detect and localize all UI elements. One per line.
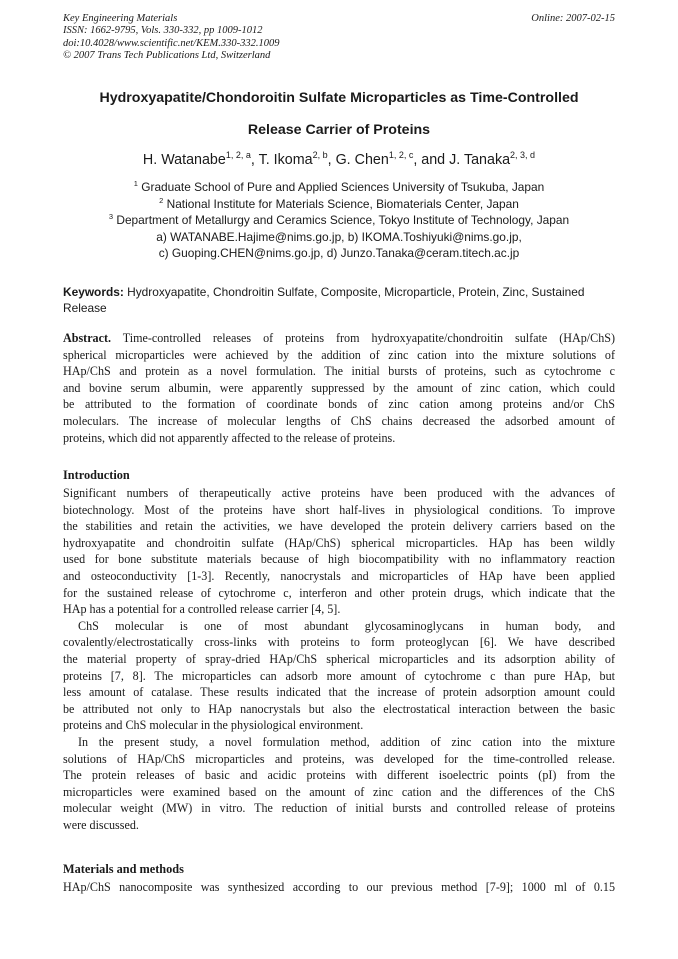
body-line: Significant numbers of therapeutically active proteins have been produced with the advances of	[63, 486, 615, 500]
affiliation-text: Department of Metallurgy and Ceramics Science, Tokyo Institute of Technology, Japan	[116, 213, 570, 227]
abstract-line: HAp/ChS and protein as a novel formulation. The initial bursts of proteins, such as cytochrome c	[63, 364, 615, 379]
journal-header	[63, 13, 615, 62]
abstract-label: Abstract.	[63, 331, 112, 345]
body-line: the stabilities and retain the activities, we have developed the protein delivery carriers based on the	[63, 519, 615, 534]
body-line: proteins [7, 8]. The microparticles can adsorb more amount of cytochrome c than pure HAp, but	[63, 668, 615, 683]
body-line: The protein releases of basic and acidic proteins with different isoelectric points (pI) from the	[63, 768, 615, 783]
abstract	[63, 330, 615, 446]
affiliation-2	[40, 197, 638, 211]
body-line: proteins and ChS molecular in the physiological environment.	[63, 718, 364, 733]
issn-line: ISSN: 1662-9795, Vols. 330-332, pp 1009-1012	[63, 25, 263, 37]
author-emails-line-2: c) Guoping.CHEN@nims.go.jp, d) Junzo.Tanaka@ceram.titech.ac.jp	[158, 246, 520, 260]
copyright-line: © 2007 Trans Tech Publications Ltd, Switzerland	[63, 49, 271, 61]
keywords-label: Keywords:	[63, 285, 124, 299]
body-line: biotechnology. Most of the proteins have short half-lives in physiological conditions. To improve	[63, 502, 615, 517]
keywords	[63, 284, 615, 316]
body-line: covalently/electrostatically cross-links with proteins to form proteoglycan [6]. We have described	[63, 635, 615, 650]
body-line: be attributed not only to HAp nanocrystals but also the electrostatical interaction between the basic	[63, 701, 615, 716]
introduction-heading: Introduction	[63, 468, 130, 482]
body-line: and osteoconductivity [1-3]. Recently, nanocrystals and microparticles of HAp have been applied	[63, 568, 615, 583]
body-line: molecular weight (MW) in vitro. The reduction of initial bursts and controlled release of proteins	[63, 801, 615, 816]
keywords-text-continued: Release	[63, 301, 107, 316]
body-line: solutions of HAp/ChS microparticles and proteins, was developed for the time-controlled release.	[63, 751, 615, 766]
author-affiliation-marker: 1, 2, a	[225, 150, 251, 160]
affiliation-1	[40, 180, 638, 194]
body-line: hydroxyapatite and chondroitin sulfate (HAp/ChS) spherical microparticles. HAp has been wildly	[63, 535, 615, 550]
affiliation-number: 3	[108, 212, 114, 221]
body-line: HAp/ChS nanocomposite was synthesized according to our previous method [7-9]; 1000 ml of 0.15	[63, 880, 615, 894]
abstract-line: spherical microparticles were achieved by the addition of zinc cation into the mixture solutions of	[63, 347, 615, 362]
body-line: In the present study, a novel formulation method, addition of zinc cation into the mixture	[78, 734, 615, 749]
body-line: HAp has a potential for a controlled release carrier [4, 5].	[63, 602, 341, 617]
paper-title-line-1: Hydroxyapatite/Chondoroitin Sulfate Microparticles as Time-Controlled	[99, 90, 579, 106]
online-date: Online: 2007-02-15	[531, 13, 615, 24]
author-affiliation-marker: 2, b	[312, 150, 328, 160]
abstract-line: proteins, which did not apparently affected to the release of proteins.	[63, 430, 396, 445]
affiliation-number: 1	[133, 179, 138, 188]
author-emails-line-1: a) WATANABE.Hajime@nims.go.jp, b) IKOMA.Toshiyuki@nims.go.jp,	[156, 230, 522, 244]
keywords-text: Hydroxyapatite, Chondroitin Sulfate, Composite, Microparticle, Protein, Zinc, Sustained	[123, 285, 585, 299]
body-line: for the sustained release of cytochrome c, interferon and other protein drugs, which indicate that the	[63, 585, 615, 600]
abstract-text: Time-controlled releases of proteins from hydroxyapatite/chondroitin sulfate (HAp/ChS)	[111, 331, 615, 345]
body-line: the material property of spray-dried HAp/ChS spherical microparticles and its adsorption ability of	[63, 651, 615, 666]
author-affiliation-marker: 1, 2, c	[388, 150, 414, 160]
abstract-line	[63, 330, 615, 347]
abstract-line: moleculars. The increase of molecular lengths of ChS chains decreased the adsorbed amount of	[63, 413, 615, 428]
body-line: microparticles were examined based on the amount of zinc cation and the differences of the ChS	[63, 784, 615, 799]
author-name: G. Chen	[335, 152, 389, 168]
body-line: ChS molecular is one of most abundant glycosaminoglycans in human body, and	[78, 618, 615, 633]
abstract-line: and bovine serum albumin, were apparently suppressed by the amount of zinc cation, which could	[63, 380, 615, 395]
author-list	[40, 152, 638, 168]
affiliation-number: 2	[159, 196, 164, 205]
author-separator: ,	[250, 152, 259, 168]
author-name: J. Tanaka	[449, 152, 511, 168]
introduction-body	[63, 485, 615, 833]
body-line: less amount of catalase. These results indicated that the increase of protein adsorption amount could	[63, 685, 615, 700]
doi-line: doi:10.4028/www.scientific.net/KEM.330-332.1009	[63, 37, 280, 49]
body-line: were discussed.	[63, 817, 139, 832]
abstract-line: be attributed to the formation of coordinate bonds of zinc cation among proteins and/or ChS	[63, 397, 615, 412]
affiliation-text: Graduate School of Pure and Applied Sciences University of Tsukuba, Japan	[141, 180, 545, 194]
methods-body	[63, 879, 615, 896]
author-affiliation-marker: 2, 3, d	[510, 150, 536, 160]
journal-name: Key Engineering Materials	[63, 13, 178, 24]
paper-title-line-2: Release Carrier of Proteins	[247, 122, 431, 138]
author-name: H. Watanabe	[142, 152, 226, 168]
body-line: used for bone substitute materials because of high biocompatibility with no inflammatory reaction	[63, 552, 615, 567]
author-name: T. Ikoma	[258, 152, 313, 168]
affiliation-text: National Institute for Materials Science, Biomaterials Center, Japan	[166, 197, 519, 211]
methods-heading: Materials and methods	[63, 862, 184, 876]
author-separator: ,	[327, 152, 336, 168]
author-separator: , and	[413, 152, 450, 168]
affiliation-3	[40, 213, 638, 227]
